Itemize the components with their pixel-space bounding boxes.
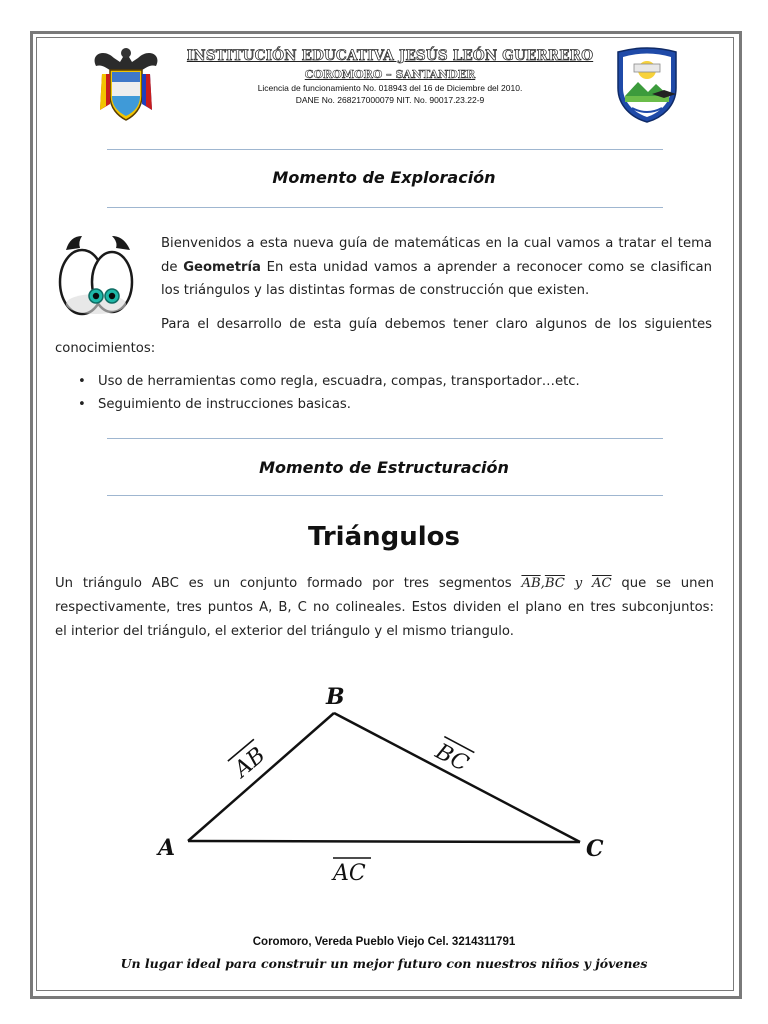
segment-ac-line [188,841,580,842]
footer-address: Coromoro, Vereda Pueblo Viejo Cel. 3214311791 [252,936,516,948]
divider [107,149,663,150]
section-title-estructuracion: Momento de Estructuración [259,458,509,477]
footer-motto: Un lugar ideal para construir un mejor futuro con nuestros niños y jóvenes [120,956,648,971]
label-ac: AC [333,861,366,886]
prereq-line-2: conocimientos: [55,341,156,356]
institution-name: INSTITUCIÓN EDUCATIVA JESÚS LEÓN GUERRERO [186,48,594,64]
cartoon-eyes-icon [56,230,136,320]
label-bc: BC [431,739,473,777]
coat-of-arms-icon [90,44,162,124]
divider [107,495,663,496]
bullet-dot: • [78,374,86,389]
school-shield-icon [612,46,682,124]
intro-line-2: de Geometría En esta unidad vamos a aprender a reconocer como se clasifican [161,260,712,275]
divider [107,438,663,439]
geometria-bold: Geometría [183,260,261,275]
intro-line-1: Bienvenidos a esta nueva guía de matemáticas en la cual vamos a tratar el tema [161,236,712,251]
segment-bc: $\overline{BC}$ [544,576,565,591]
list-item: Uso de herramientas como regla, escuadra, compas, transportador…etc. [98,374,580,389]
segment-ab-line [188,713,334,841]
segment-ac: $\overline{AC}$ [591,576,612,591]
definition-line-2: respectivamente, tres puntos A, B, C no colineales. Estos dividen el plano en tres subconjuntos: [55,600,714,615]
heading-triangulos: Triángulos [307,522,461,552]
bullet-dot: • [78,397,86,412]
vertex-b: B [326,684,345,710]
document-header [0,44,768,134]
segment-bc-line [334,713,580,842]
prereq-line-1: Para el desarrollo de esta guía debemos tener claro algunos de los siguientes [161,317,712,332]
divider [107,207,663,208]
segment-ab: $\overline{AB}$ [521,576,541,591]
list-item: Seguimiento de instrucciones basicas. [98,397,351,412]
dane-nit-line: DANE No. 268217000079 NIT. No. 90017.23.22-9 [295,95,485,105]
institution-location: COROMORO – SANTANDER [304,68,476,81]
definition-line-3: el interior del triángulo, el exterior del triángulo y el mismo triangulo. [55,624,514,639]
license-line: Licencia de funcionamiento No. 018943 del 16 de Diciembre del 2010. [257,83,523,93]
vertex-a: A [158,835,176,861]
intro-line-3: los triángulos y las distintas formas de construcción que existen. [161,283,590,298]
definition-line-1: Un triángulo ABC es un conjunto formado por tres segmentos $\overline{AB},\overline{BC}$ y $\overline{AC}$ que se unen [55,576,714,591]
triangle-abc-diagram [150,680,620,890]
label-ab: AB [229,742,271,783]
section-title-exploracion: Momento de Exploración [272,168,496,187]
vertex-c: C [586,836,604,862]
